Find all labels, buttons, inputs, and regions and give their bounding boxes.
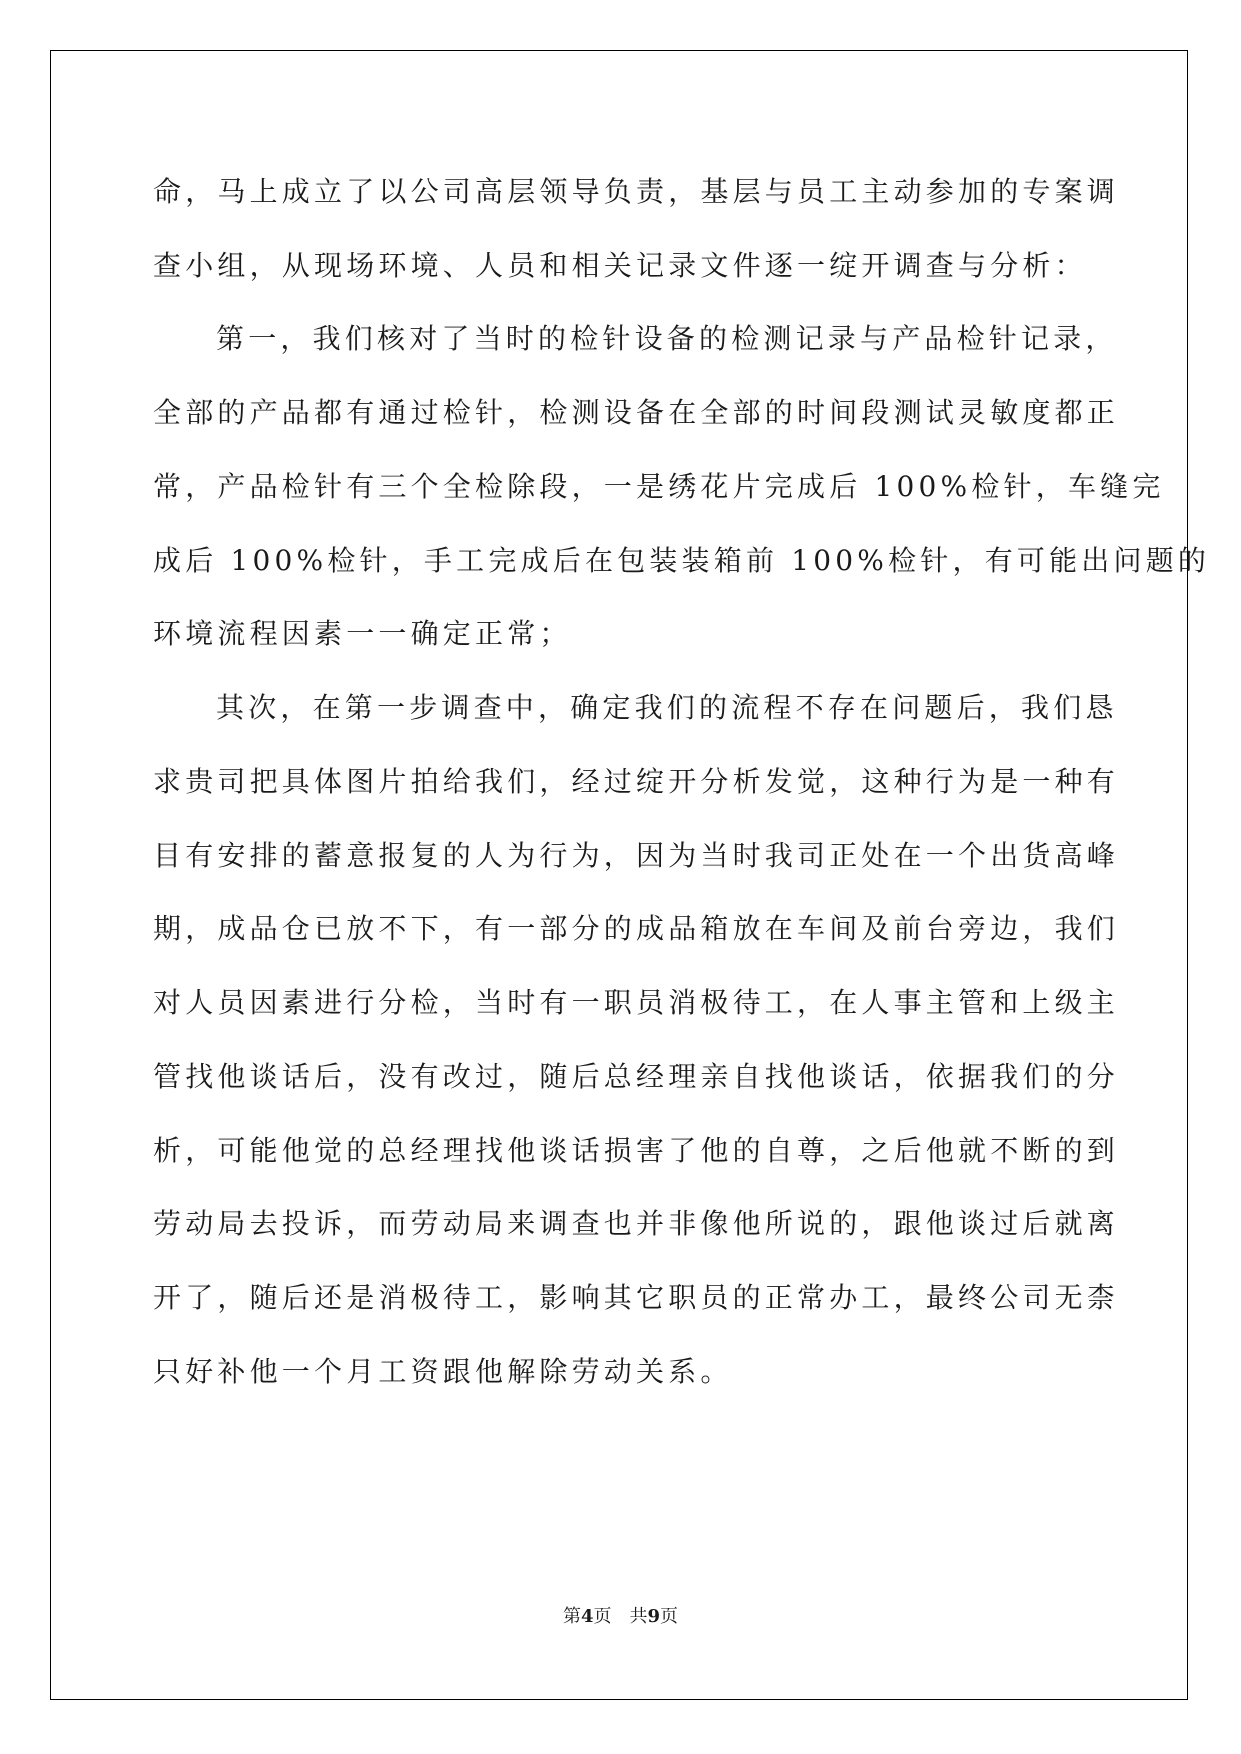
text-line: 开了，随后还是消极待工，影响其它职员的正常办工，最终公司无柰 xyxy=(153,1281,1120,1314)
page-prefix: 第 xyxy=(562,1606,581,1627)
text-line: 环境流程因素一一确定正常； xyxy=(153,617,572,650)
page-footer xyxy=(0,1605,1241,1629)
paragraph-start-line: 其次，在第一步调查中，确定我们的流程不存在问题后，我们恳 xyxy=(216,691,1118,724)
total-pages: 9 xyxy=(647,1606,661,1627)
text-line: 常，产品检针有三个全检除段，一是绣花片完成后 100%检针，车缝完 xyxy=(153,470,1165,503)
text-line: 期，成品仓已放不下，有一部分的成品箱放在车间及前台旁边，我们 xyxy=(153,912,1120,945)
text-line: 查小组，从现场环境、人员和相关记录文件逐一绽开调查与分析： xyxy=(153,249,1087,282)
text-line: 目有安排的蓄意报复的人为行为，因为当时我司正处在一个出货高峰 xyxy=(153,839,1120,872)
text-line: 全部的产品都有通过检针，检测设备在全部的时间段测试灵敏度都正 xyxy=(153,396,1120,429)
text-line: 管找他谈话后，没有改过，随后总经理亲自找他谈话，依据我们的分 xyxy=(153,1060,1120,1093)
text-line: 析，可能他觉的总经理找他谈话损害了他的自尊，之后他就不断的到 xyxy=(153,1134,1120,1167)
text-line: 命，马上成立了以公司高层领导负责，基层与员工主动参加的专案调 xyxy=(153,175,1120,208)
text-line: 只好补他一个月工资跟他解除劳动关系。 xyxy=(153,1355,733,1388)
total-prefix: 共 xyxy=(629,1606,648,1627)
text-line: 劳动局去投诉，而劳动局来调查也并非像他所说的，跟他谈过后就离 xyxy=(153,1207,1120,1240)
total-suffix: 页 xyxy=(660,1606,679,1627)
text-line: 成后 100%检针，手工完成后在包装装箱前 100%检针，有可能出问题的 xyxy=(153,544,1211,577)
text-line: 对人员因素进行分检，当时有一职员消极待工，在人事主管和上级主 xyxy=(153,986,1120,1019)
text-line: 求贵司把具体图片拍给我们，经过绽开分析发觉，这种行为是一种有 xyxy=(153,765,1120,798)
page-suffix: 页 xyxy=(593,1606,612,1627)
page-number: 4 xyxy=(580,1606,594,1627)
paragraph-start-line: 第一，我们核对了当时的检针设备的检测记录与产品检针记录， xyxy=(216,322,1118,355)
